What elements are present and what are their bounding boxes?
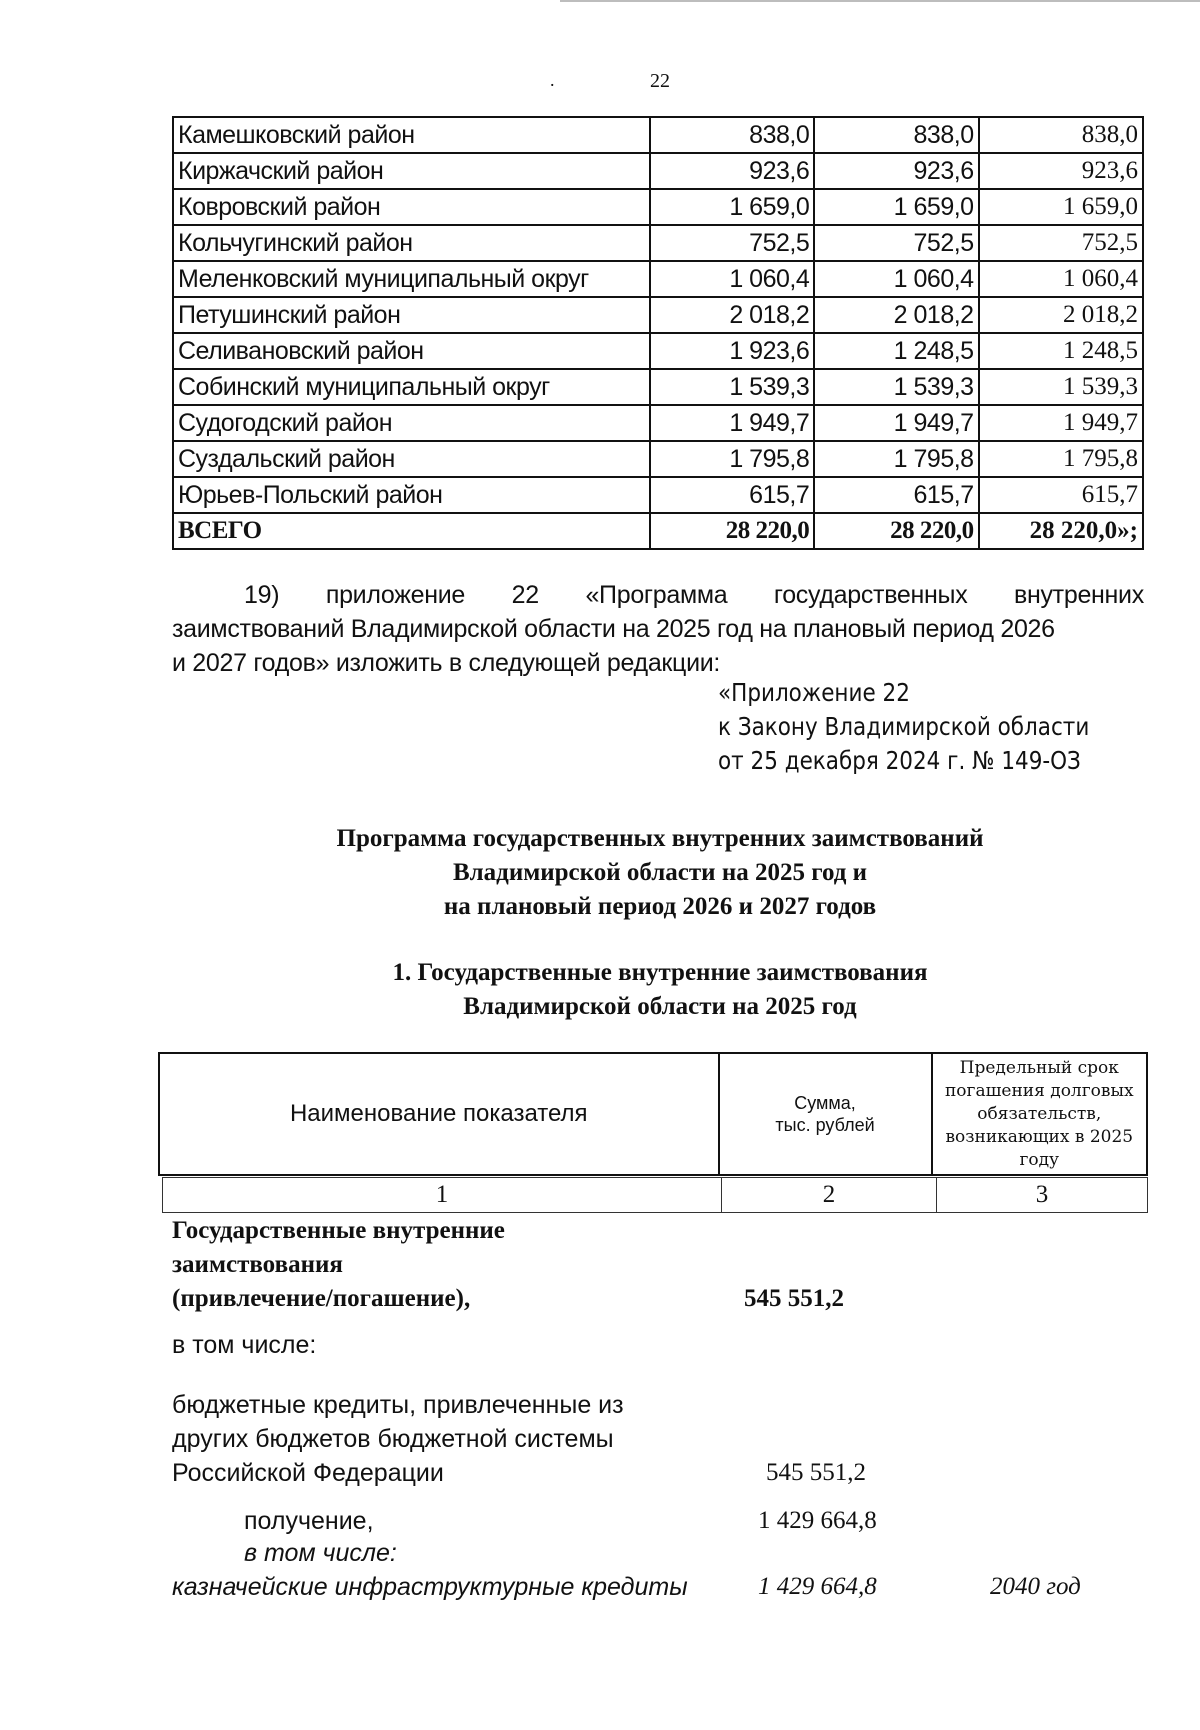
value-2026: 1 795,8 bbox=[814, 441, 978, 477]
value-2027: 1 539,3 bbox=[979, 369, 1143, 405]
value-2026: 2 018,2 bbox=[814, 297, 978, 333]
region-name: Киржачский район bbox=[173, 153, 650, 189]
region-name: Меленковский муниципальный округ bbox=[173, 261, 650, 297]
table-row bbox=[173, 333, 1143, 369]
column-number: 2 bbox=[722, 1178, 937, 1213]
section-line: Владимирской области на 2025 год bbox=[463, 993, 857, 1020]
paragraph-word: приложение bbox=[325, 581, 466, 609]
table-row bbox=[173, 477, 1143, 513]
value-2026: 615,7 bbox=[814, 477, 978, 513]
appendix-reference bbox=[718, 676, 1089, 778]
table-row bbox=[173, 441, 1143, 477]
total-2026: 28 220,0 bbox=[814, 513, 978, 549]
value-2027: 1 949,7 bbox=[979, 405, 1143, 441]
row-amount: 1 429 664,8 bbox=[758, 1507, 877, 1534]
paragraph-word: «Программа bbox=[585, 581, 728, 609]
title-line: Владимирской области на 2025 год и bbox=[452, 859, 868, 886]
value-2027: 838,0 bbox=[979, 117, 1143, 153]
value-2025: 615,7 bbox=[650, 477, 814, 513]
value-2025: 1 923,6 bbox=[650, 333, 814, 369]
section-heading bbox=[0, 956, 1200, 1024]
paragraph-line: и 2027 годов» изложить в следующей редакции: bbox=[172, 649, 721, 677]
amendment-paragraph bbox=[172, 578, 1144, 680]
header-line: возникающих в 2025 bbox=[945, 1126, 1134, 1147]
header-line: году bbox=[1019, 1149, 1060, 1170]
header-line: Предельный срок bbox=[959, 1057, 1119, 1078]
header-line: погашения долговых bbox=[944, 1080, 1134, 1101]
value-2026: 1 659,0 bbox=[814, 189, 978, 225]
value-2026: 838,0 bbox=[814, 117, 978, 153]
value-2025: 2 018,2 bbox=[650, 297, 814, 333]
header-line: тыс. рублей bbox=[775, 1115, 875, 1135]
row-label: в том числе: bbox=[244, 1539, 397, 1567]
item-number: 19) bbox=[244, 581, 280, 609]
row-amount: 545 551,2 bbox=[744, 1285, 844, 1312]
value-2025: 1 539,3 bbox=[650, 369, 814, 405]
value-2025: 1 060,4 bbox=[650, 261, 814, 297]
region-name: Ковровский район bbox=[173, 189, 650, 225]
region-name: Суздальский район bbox=[173, 441, 650, 477]
table-row bbox=[173, 261, 1143, 297]
value-2027: 2 018,2 bbox=[979, 297, 1143, 333]
value-2027: 1 795,8 bbox=[979, 441, 1143, 477]
value-2025: 1 795,8 bbox=[650, 441, 814, 477]
region-name: Камешковский район bbox=[173, 117, 650, 153]
table-row bbox=[173, 297, 1143, 333]
title-line: Программа государственных внутренних заимствований bbox=[336, 825, 984, 852]
paragraph-first-line bbox=[172, 578, 1144, 612]
table-row bbox=[173, 153, 1143, 189]
region-name: Петушинский район bbox=[173, 297, 650, 333]
header-indicator-name: Наименование показателя bbox=[159, 1053, 719, 1175]
value-2026: 1 949,7 bbox=[814, 405, 978, 441]
column-numbers-row bbox=[162, 1177, 1148, 1213]
table-row bbox=[173, 225, 1143, 261]
paragraph-word: 22 bbox=[511, 581, 539, 609]
value-2026: 752,5 bbox=[814, 225, 978, 261]
table-row bbox=[173, 189, 1143, 225]
row-amount: 545 551,2 bbox=[766, 1459, 866, 1486]
value-2025: 752,5 bbox=[650, 225, 814, 261]
value-2027: 615,7 bbox=[979, 477, 1143, 513]
value-2025: 923,6 bbox=[650, 153, 814, 189]
total-label: ВСЕГО bbox=[173, 513, 650, 549]
regions-table bbox=[172, 116, 1144, 550]
header-line: обязательств, bbox=[977, 1103, 1102, 1124]
column-number: 1 bbox=[163, 1178, 722, 1213]
row-label bbox=[172, 1214, 732, 1316]
value-2026: 923,6 bbox=[814, 153, 978, 189]
label-line: заимствования bbox=[172, 1251, 343, 1278]
row-label: казначейские инфраструктурные кредиты bbox=[172, 1573, 688, 1601]
label-line: Российской Федерации bbox=[172, 1459, 444, 1487]
value-2027: 752,5 bbox=[979, 225, 1143, 261]
appendix-law: к Закону Владимирской области bbox=[718, 712, 1090, 741]
total-2027: 28 220,0»; bbox=[979, 513, 1143, 549]
table-row bbox=[173, 369, 1143, 405]
value-2026: 1 539,3 bbox=[814, 369, 978, 405]
value-2027: 1 248,5 bbox=[979, 333, 1143, 369]
header-amount bbox=[719, 1053, 932, 1175]
row-maturity: 2040 год bbox=[990, 1573, 1081, 1600]
region-name: Собинский муниципальный округ bbox=[173, 369, 650, 405]
column-number: 3 bbox=[937, 1178, 1148, 1213]
section-line: 1. Государственные внутренние заимствования bbox=[392, 959, 928, 986]
appendix-title: «Приложение 22 bbox=[718, 678, 910, 707]
table-row bbox=[173, 117, 1143, 153]
total-2025: 28 220,0 bbox=[650, 513, 814, 549]
row-label: в том числе: bbox=[172, 1331, 317, 1359]
row-amount: 1 429 664,8 bbox=[758, 1573, 877, 1600]
header-maturity bbox=[932, 1053, 1147, 1175]
label-line: (привлечение/погашение), bbox=[172, 1285, 471, 1312]
borrowings-table-header bbox=[158, 1052, 1148, 1176]
paragraph-line: заимствований Владимирской области на 2025 год на плановый период 2026 bbox=[172, 615, 1055, 643]
value-2027: 923,6 bbox=[979, 153, 1143, 189]
value-2025: 838,0 bbox=[650, 117, 814, 153]
label-line: других бюджетов бюджетной системы bbox=[172, 1425, 614, 1453]
region-name: Судогодский район bbox=[173, 405, 650, 441]
table-row bbox=[173, 405, 1143, 441]
value-2026: 1 060,4 bbox=[814, 261, 978, 297]
paragraph-word: государственных bbox=[773, 581, 968, 609]
value-2025: 1 949,7 bbox=[650, 405, 814, 441]
page-number: 22 bbox=[650, 70, 670, 92]
label-line: бюджетные кредиты, привлеченные из bbox=[172, 1391, 624, 1419]
value-2027: 1 060,4 bbox=[979, 261, 1143, 297]
region-name: Кольчугинский район bbox=[173, 225, 650, 261]
row-label: получение, bbox=[244, 1507, 374, 1535]
table-total-row bbox=[173, 513, 1143, 549]
title-line: на плановый период 2026 и 2027 годов bbox=[443, 893, 877, 920]
value-2025: 1 659,0 bbox=[650, 189, 814, 225]
value-2027: 1 659,0 bbox=[979, 189, 1143, 225]
appendix-date: от 25 декабря 2024 г. № 149-ОЗ bbox=[718, 746, 1081, 775]
paragraph-word: внутренних bbox=[1014, 581, 1144, 609]
region-name: Селивановский район bbox=[173, 333, 650, 369]
program-title bbox=[0, 822, 1200, 924]
row-label bbox=[172, 1388, 732, 1490]
scan-dot: . bbox=[550, 70, 555, 90]
header-line: Сумма, bbox=[794, 1093, 856, 1113]
region-name: Юрьев-Польский район bbox=[173, 477, 650, 513]
value-2026: 1 248,5 bbox=[814, 333, 978, 369]
label-line: Государственные внутренние bbox=[172, 1217, 505, 1244]
scan-edge-line bbox=[560, 0, 1200, 2]
